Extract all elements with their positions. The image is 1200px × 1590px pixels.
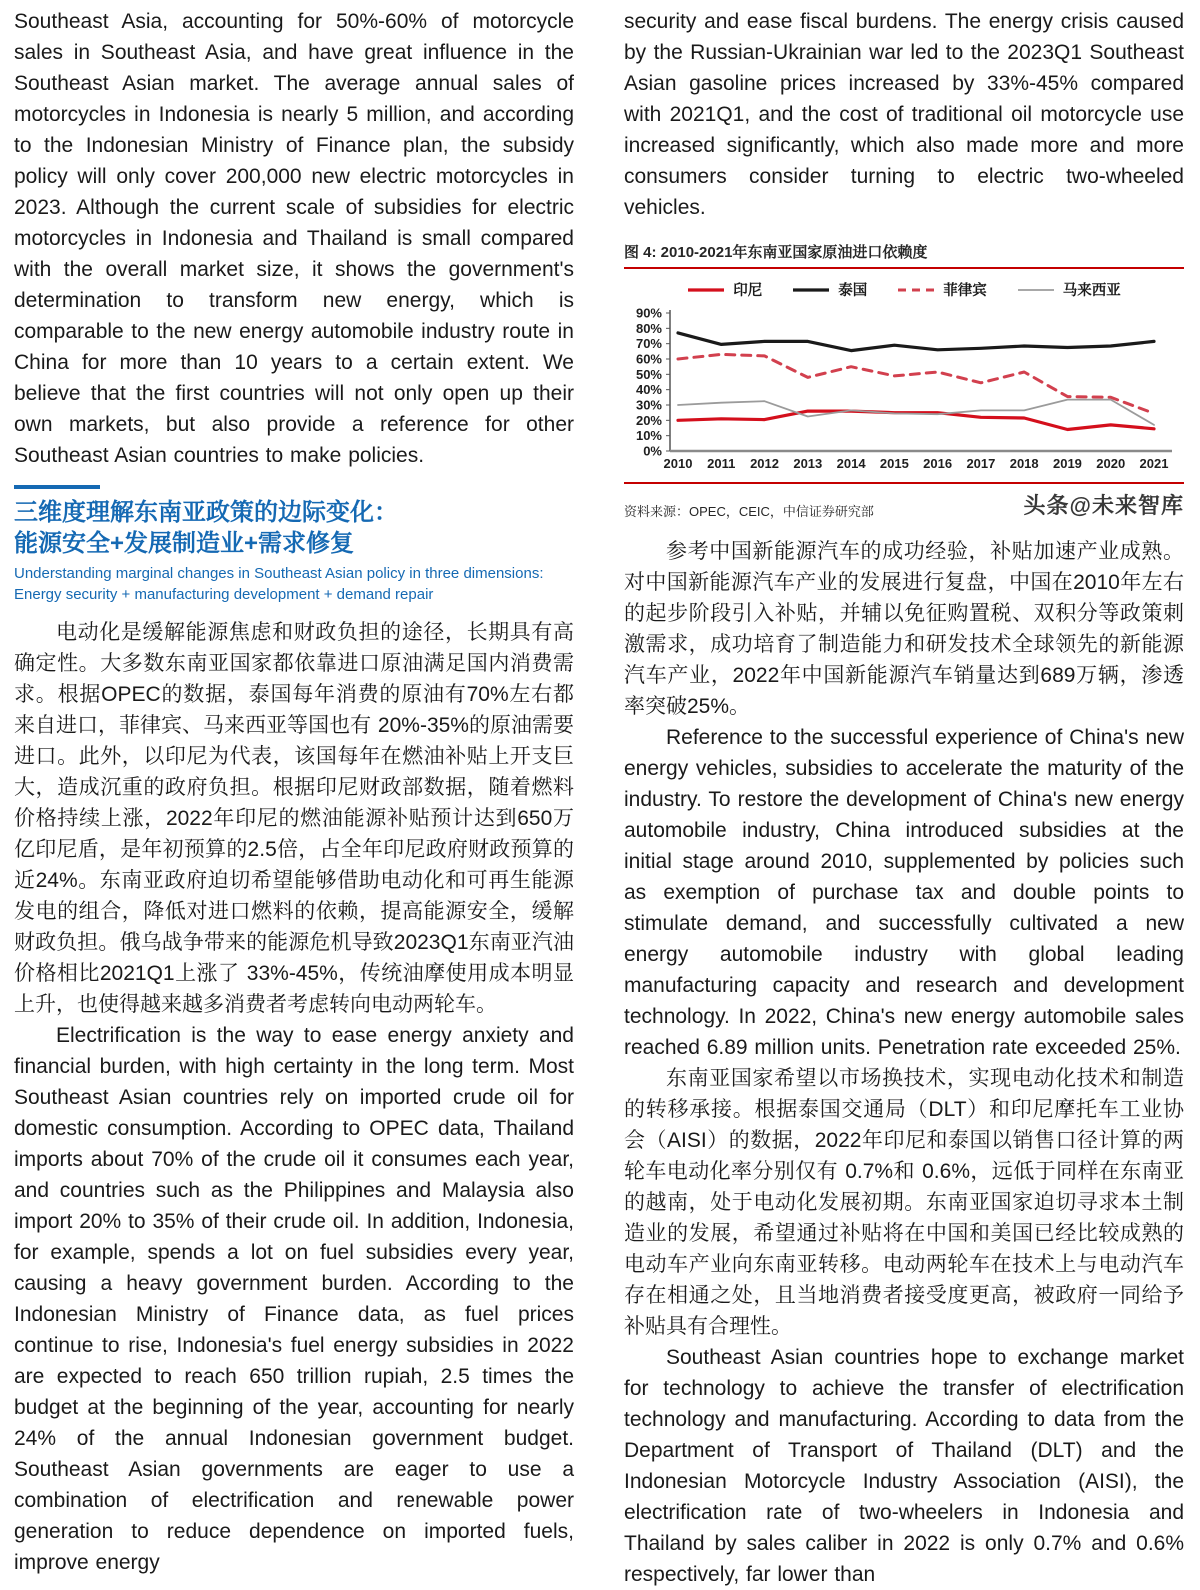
paragraph-zh: 东南亚国家希望以市场换技术，实现电动化技术和制造的转移承接。根据泰国交通局（DLT）和印尼摩托车工业协会（AISI）的数据，2022年印尼和泰国以销售口径计算的两轮车电动化率分别仅有 0.7%和 0.6%，远低于同样在东南亚的越南，处于电动化发展初期。东南亚国家迫切寻求本土制造业的发展，希望通过补贴将在中国和美国已经比较成熟的电动车产业向东南亚转移。电动两轮车在技术上与电动汽车存在相通之处，且当地消费者接受度更高，被政府一同给予补贴具有合理性。 (624, 1067, 1184, 1338)
section-subtitle-en-line2: Energy security + manufacturing development + demand repair (14, 585, 434, 603)
legend-label: 印尼 (733, 283, 763, 299)
svg-text:20%: 20% (635, 412, 662, 428)
svg-text:2012: 2012 (750, 456, 780, 471)
svg-text:2013: 2013 (793, 456, 823, 471)
legend-label: 马来西亚 (1062, 283, 1121, 299)
paragraph-zh: 电动化是缓解能源焦虑和财政负担的途径，长期具有高确定性。大多数东南亚国家都依靠进口原油满足国内消费需求。根据OPEC的数据，泰国每年消费的原油有70%左右都来自进口，菲律宾、马来西亚等国也有 20%-35%的原油需要进口。此外，以印尼为代表，该国每年在燃油补贴上开支巨大，造成沉重的政府负担。根据印尼财政部数据，随着燃料价格持续上涨，2022年印尼的燃油能源补贴预计达到650万亿印尼盾，是年初预算的2.5倍，占全年印尼政府财政预算的近24%。东南亚政府迫切希望能够借助电动化和可再生能源发电的组合，降低对进口燃料的依赖，提高能源安全，缓解财政负担。俄乌战争带来的能源危机导致2023Q1东南亚汽油价格相比2021Q1上涨了 33%-45%，传统油摩使用成本明显上升，也使得越来越多消费者考虑转向电动两轮车。 (14, 620, 574, 1016)
svg-text:2014: 2014 (836, 456, 866, 471)
svg-text:30%: 30% (635, 397, 662, 413)
svg-text:90%: 90% (635, 305, 662, 321)
svg-text:60%: 60% (635, 351, 662, 367)
legend-item-indonesia (687, 279, 762, 300)
legend-line-swatch-thailand (792, 286, 830, 294)
svg-text:2015: 2015 (879, 456, 909, 471)
svg-text:2011: 2011 (707, 456, 736, 471)
legend-line-swatch-malaysia (1017, 286, 1055, 294)
svg-text:2017: 2017 (966, 456, 996, 471)
chart-plot (624, 304, 1180, 476)
svg-text:2016: 2016 (923, 456, 953, 471)
svg-text:2019: 2019 (1052, 456, 1082, 471)
legend-label: 泰国 (838, 283, 868, 299)
svg-text:2018: 2018 (1009, 456, 1039, 471)
legend-item-philippines (897, 279, 987, 300)
legend-item-thailand (792, 279, 867, 300)
chart-legend (624, 269, 1184, 304)
left-column (14, 6, 574, 1590)
paragraph-en-continuation: Southeast Asia, accounting for 50%-60% of motorcycle sales in Southeast Asia, and have great influence in the Southeast Asian market. The average annual sales of motorcycles in Indonesia is nearly 5 million, and according to the Indonesian Ministry of Finance plan, the subsidy policy will only cover 200,000 new electric motorcycles in 2023. Although the current scale of subsidies for electric motorcycles in Indonesia and Thailand is small compared with the overall market size, it shows the government's determination to transform new energy, which is comparable to the new energy automobile industry route in China for more than 10 years to a certain extent. We believe that the first countries will not only open up their own markets, but also provide a reference for other Southeast Asian countries to make policies. (14, 10, 574, 467)
paragraph-en: Electrification is the way to ease energy anxiety and financial burden, with high certainty in the long term. Most Southeast Asian countries rely on imported crude oil for domestic consumption. According to OPEC data, Thailand imports about 70% of the crude oil it consumes each year, and countries such as the Philippines and Malaysia also import 20% to 35% of their crude oil. In addition, Indonesia, for example, spends a lot on fuel subsidies every year, causing a heavy government burden. According to the Indonesian Ministry of Finance data, as fuel prices continue to rise, Indonesia's fuel energy subsidies in 2022 are expected to reach 650 trillion rupiah, 2.5 times the budget at the beginning of the year, accounting for nearly 24% of the annual Indonesian government budget. Southeast Asian governments are eager to use a combination of electrification and renewable power generation to reduce dependence on imported fuels, improve energy (14, 1023, 574, 1574)
paragraph-en-continuation: security and ease fiscal burdens. The energy crisis caused by the Russian-Ukrainian war led to the 2023Q1 Southeast Asian gasoline prices increased by 33%-45% compared with 2021Q1, and the cost of traditional oil motorcycle use increased significantly, which also made more and more consumers consider turning to electric two-wheeled vehicles. (624, 10, 1184, 219)
svg-text:70%: 70% (635, 336, 662, 352)
chart-figure (624, 243, 1184, 520)
legend-line-swatch-philippines (897, 286, 935, 294)
svg-text:2020: 2020 (1096, 456, 1126, 471)
section-title-zh-line1: 三维度理解东南亚政策的边际变化： (14, 498, 398, 526)
chart-source: 资料来源：OPEC，CEIC，中信证券研究部 (624, 504, 874, 519)
legend-item-malaysia (1017, 279, 1121, 300)
paragraph-en: Southeast Asian countries hope to exchange market for technology to achieve the transfer of electrification technology and manufacturing. According to data from the Department of Transport of Thailand (DLT) and the Indonesian Motorcycle Industry Association (AISI), the electrification rate of two-wheelers in Indonesia and Thailand by sales caliber in 2022 is only 0.7% and 0.6% respectively, far lower than (624, 1346, 1184, 1586)
svg-text:50%: 50% (635, 366, 662, 382)
chart-title: 图 4: 2010-2021年东南亚国家原油进口依赖度 (624, 244, 928, 261)
section-title-zh-line2: 能源安全+发展制造业+需求修复 (14, 529, 355, 557)
svg-text:40%: 40% (635, 382, 662, 398)
svg-text:0%: 0% (643, 443, 662, 459)
svg-text:10%: 10% (635, 428, 662, 444)
legend-label: 菲律宾 (943, 283, 987, 299)
section-heading (14, 485, 574, 605)
heading-accent-rule (14, 485, 100, 489)
legend-line-swatch-indonesia (687, 286, 725, 294)
right-column (624, 6, 1184, 1590)
chart-footer (624, 484, 1184, 520)
paragraph-en: Reference to the successful experience of China's new energy vehicles, subsidies to accelerate the maturity of the industry. To restore the development of China's new energy automobile industry, China introduced subsidies at the initial stage around 2010, supplemented by policies such as exemption of purchase tax and double points to stimulate demand, and successfully cultivated a new energy automobile industry with global leading manufacturing capacity and research and development technology. In 2022, China's new energy automobile sales reached 6.89 million units. Penetration rate exceeded 25%. (624, 726, 1184, 1059)
svg-text:2021: 2021 (1139, 456, 1169, 471)
paragraph-zh: 参考中国新能源汽车的成功经验，补贴加速产业成熟。对中国新能源汽车产业的发展进行复盘，中国在2010年左右的起步阶段引入补贴，并辅以免征购置税、双积分等政策刺激需求，成功培育了制造能力和研发技术全球领先的新能源汽车产业，2022年中国新能源汽车销量达到689万辆，渗透率突破25%。 (624, 540, 1184, 718)
svg-text:80%: 80% (635, 320, 662, 336)
section-subtitle-en-line1: Understanding marginal changes in Southeast Asian policy in three dimensions: (14, 564, 544, 582)
chart-watermark: 头条@未来智库 (1023, 493, 1184, 518)
svg-text:2010: 2010 (663, 456, 693, 471)
